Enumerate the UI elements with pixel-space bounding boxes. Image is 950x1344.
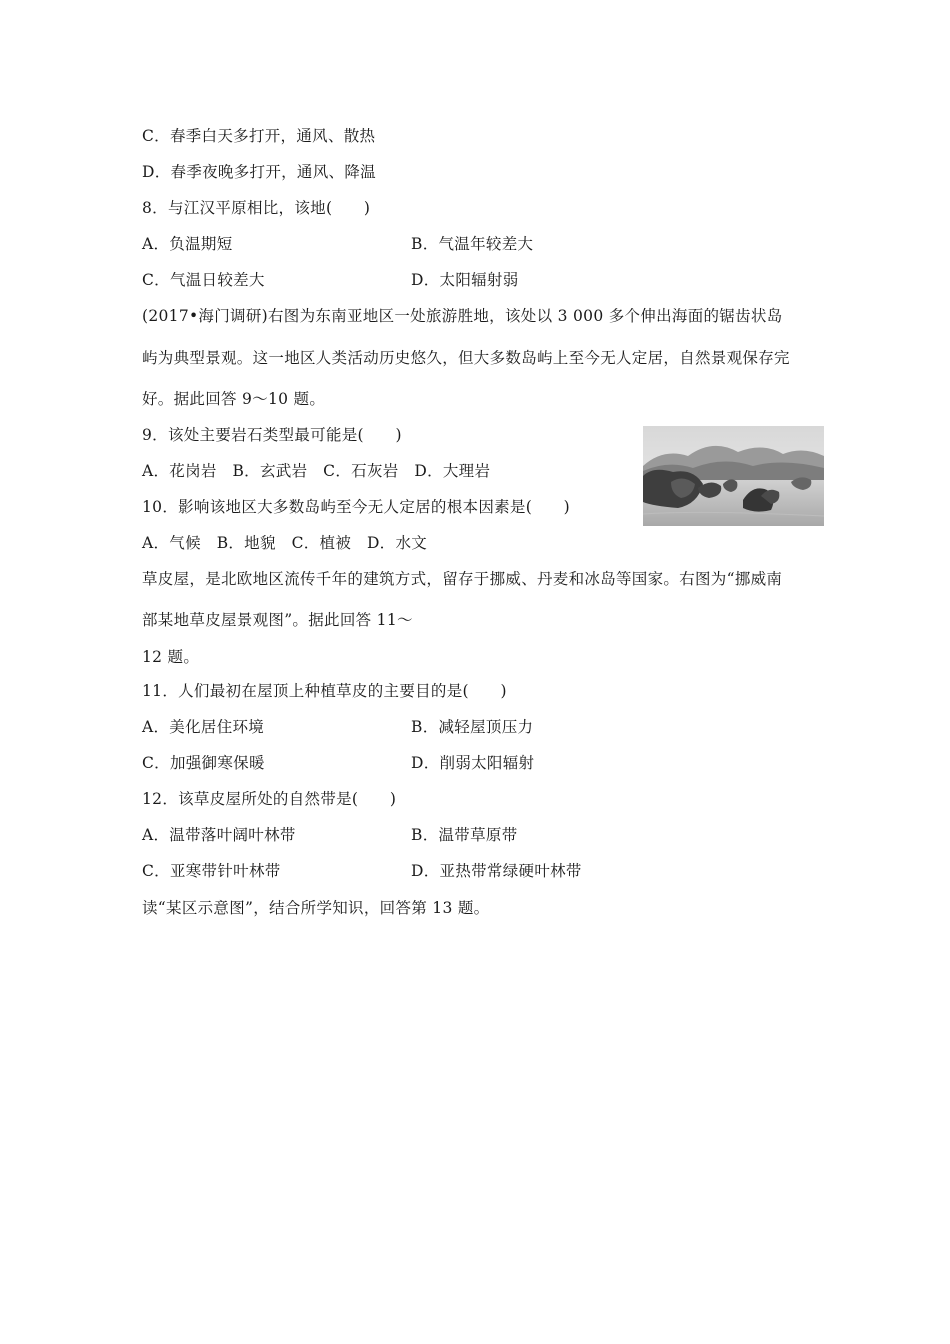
q9-stem: 9．该处主要岩石类型最可能是( ) xyxy=(142,426,402,444)
q12-stem: 12．该草皮屋所处的自然带是( ) xyxy=(142,790,397,808)
q11-stem: 11．人们最初在屋顶上种植草皮的主要目的是( ) xyxy=(142,682,507,700)
passage-11-12-line3: 12 题。 xyxy=(142,648,200,666)
q13-intro: 读“某区示意图”，结合所学知识，回答第 13 题。 xyxy=(142,899,490,917)
passage-11-12-line1: 草皮屋，是北欧地区流传千年的建筑方式，留存于挪威、丹麦和冰岛等国家。右图为“挪威南 xyxy=(142,570,783,588)
q12-option-b: B．温带草原带 xyxy=(411,826,518,844)
q8-option-c: C．气温日较差大 xyxy=(142,271,265,289)
passage-9-10-line3: 好。据此回答 9～10 题。 xyxy=(142,390,326,408)
q8-option-a: A．负温期短 xyxy=(142,235,233,253)
q11-option-d: D．削弱太阳辐射 xyxy=(411,754,535,772)
q11-option-c: C．加强御寒保暖 xyxy=(142,754,265,772)
passage-9-10-line2: 屿为典型景观。这一地区人类活动历史悠久，但大多数岛屿上至今无人定居，自然景观保存完 xyxy=(142,349,790,367)
q10-options: A．气候 B．地貌 C．植被 D．水文 xyxy=(142,534,428,552)
passage-11-12-line2: 部某地草皮屋景观图”。据此回答 11～ xyxy=(142,611,413,629)
passage-9-10-line1: (2017•海门调研)右图为东南亚地区一处旅游胜地，该处以 3 000 多个伸出海面的锯齿状岛 xyxy=(142,307,783,325)
karst-islands-photo xyxy=(643,426,824,526)
q8-option-d: D．太阳辐射弱 xyxy=(411,271,519,289)
q12-option-c: C．亚寒带针叶林带 xyxy=(142,862,281,880)
q12-option-d: D．亚热带常绿硬叶林带 xyxy=(411,862,582,880)
q8-option-b: B．气温年较差大 xyxy=(411,235,534,253)
q11-option-a: A．美化居住环境 xyxy=(142,718,265,736)
q10-stem: 10．影响该地区大多数岛屿至今无人定居的根本因素是( ) xyxy=(142,498,571,516)
q7-option-d: D．春季夜晚多打开，通风、降温 xyxy=(142,163,376,181)
q8-stem: 8．与江汉平原相比，该地( ) xyxy=(142,199,371,217)
q9-options: A．花岗岩 B．玄武岩 C．石灰岩 D．大理岩 xyxy=(142,462,491,480)
q12-option-a: A．温带落叶阔叶林带 xyxy=(142,826,296,844)
q7-option-c: C．春季白天多打开，通风、散热 xyxy=(142,127,376,145)
q11-option-b: B．减轻屋顶压力 xyxy=(411,718,534,736)
